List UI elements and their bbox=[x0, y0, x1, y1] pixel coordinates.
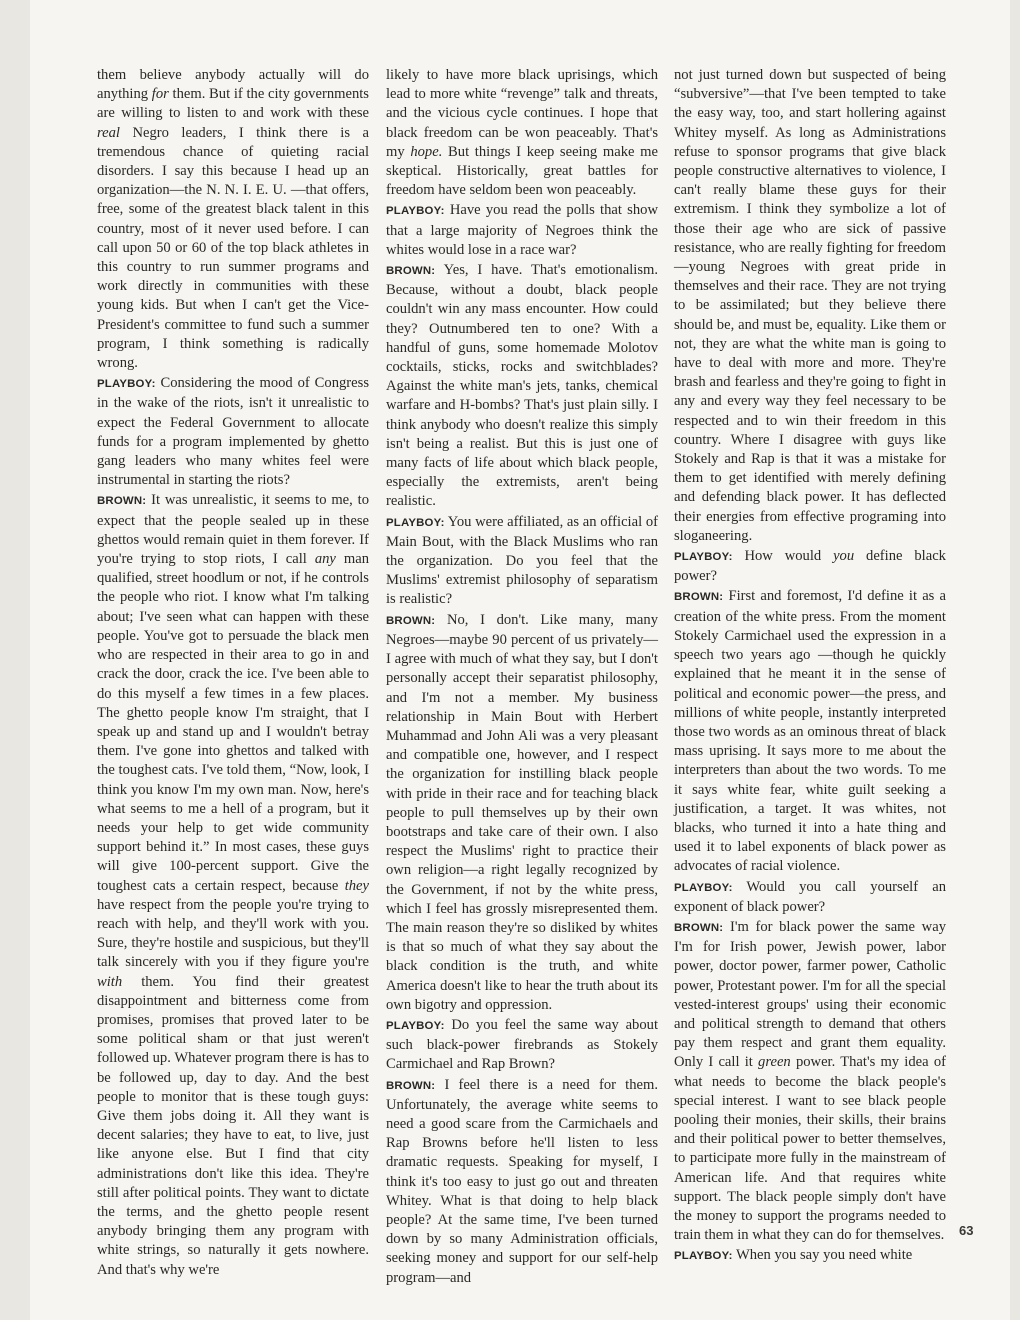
text-column-3 bbox=[674, 66, 946, 1267]
paragraph: BROWN: First and foremost, I'd define it as a creation of the white press. From the moment Stokely Carmichael used the expression in a speech two years ago —though he quickly explained that he meant it in the sense of political and economic power—the press, and millions of white people, instantly interpreted those two words as an ominous threat of black mass uprising. It says more to me about the interpreters than about the two words. To me it says white fear, white guilt seeking a justification, a target. It was whites, not blacks, who turned it into a hate thing and used it to label exponents of black power as advocates of racial violence. bbox=[674, 588, 946, 875]
speaker-label: PLAYBOY: bbox=[386, 516, 445, 529]
text-column-1 bbox=[97, 66, 369, 1280]
paragraph: PLAYBOY: How would you define black power? bbox=[674, 548, 946, 585]
speaker-label: BROWN: bbox=[674, 921, 724, 934]
speaker-label: PLAYBOY: bbox=[674, 1250, 733, 1263]
paragraph: BROWN: No, I don't. Like many, many Negroes—maybe 90 percent of us privately—I agree with much of what they say, but I don't personally accept their separatist philosophy, and I'm not a member. My business relationship in Main Bout with Herbert Muhammad and John Ali was a very pleasant and compatible one, however, and I respect the organization for instilling black people with pride in their race and for teaching black people to pull themselves up by their own bootstraps and take care of their own. I also respect the Muslims' right to practice their own religion—a right legally recognized by the Government, if not by the white press, which I feel has grossly misrepresented them. The main reason they're so disliked by whites is that so much of what they say about the black condition is the truth, and white America doesn't like to hear the truth about its own bigotry and oppression. bbox=[386, 611, 658, 1013]
paragraph: BROWN: Yes, I have. That's emotionalism. Because, without a doubt, black people couldn't win any mass encounter. How could they? Outnumbered ten to one? With a handful of guns, some homemade Molotov cocktails, sticks, rocks and switchblades? Against the white man's jets, tanks, chemical warfare and H-bombs? That's just plain silly. I think anybody who doesn't realize this simply isn't being a realist. But this is just one of many facts of life about which black people, especially the extremists, aren't being realistic. bbox=[386, 262, 658, 510]
speaker-label: BROWN: bbox=[386, 614, 436, 627]
speaker-label: PLAYBOY: bbox=[97, 378, 156, 391]
paragraph: PLAYBOY: Do you feel the same way about such black-power firebrands as Stokely Carmichael and Rap Brown? bbox=[386, 1016, 658, 1073]
magazine-page bbox=[30, 0, 1010, 1320]
paragraph: likely to have more black uprisings, which lead to more white “revenge” talk and threats, and the vicious cycle continues. I hope that black freedom can be won peaceably. That's my hope. But things I keep seeing make me skeptical. Historically, great battles for freedom have seldom been won peaceably. bbox=[386, 67, 658, 199]
paragraph: BROWN: I'm for black power the same way I'm for Irish power, Jewish power, labor power, doctor power, farmer power, Catholic power, Protestant power. I'm for all the special vested-interest groups' using their economic and political strength to demand that others pay them respect and grant them equality. Only I call it green power. That's my idea of what needs to become the black people's special interest. I want to see black people pooling their monies, their skills, their brains and their political power to better themselves, to participate more fully in the mainstream of American life. And that requires white support. The black people simply don't have the money to support the programs needed to train them in what they can do for themselves. bbox=[674, 918, 946, 1244]
speaker-label: BROWN: bbox=[386, 1079, 436, 1092]
paragraph: BROWN: I feel there is a need for them. Unfortunately, the average white seems to need a good scare from the Carmichaels and Rap Browns before he'll listen to less dramatic requests. Speaking for myself, I think it's too easy to just go out and threaten Whitey. What is that doing to help black people? At the same time, I've been turned down by so many Administration officials, seeking money and support for our self-help program—and bbox=[386, 1076, 658, 1286]
paragraph: PLAYBOY: Would you call yourself an exponent of black power? bbox=[674, 878, 946, 915]
speaker-label: BROWN: bbox=[674, 591, 724, 604]
speaker-label: BROWN: bbox=[97, 495, 147, 508]
speaker-label: BROWN: bbox=[386, 265, 436, 278]
paragraph: PLAYBOY: You were affiliated, as an official of Main Bout, with the Black Muslims who ran the organization. Do you feel that the Muslims' extremist philosophy of separatism is realistic? bbox=[386, 513, 658, 608]
paragraph: not just turned down but suspected of being “subversive”—that I've been tempted to take the easy way, too, and start hollering against Whitey myself. As long as Administrations refuse to sponsor programs that give black people constructive alternatives to violence, I can't really blame these guys for their extremism. I think they symbolize a lot of those their age who are sick of passive resistance, who are really fighting for freedom —young Negroes with great pride in themselves and their race. They are not trying to be assimilated; but they believe there should be, and must be, equality. Like them or not, they are what the white man is going to have to deal with more and more. They're brash and fearless and they're going to fight in any and every way they feel necessary to be respected and to win their freedom in this country. Where I disagree with guys like Stokely and Rap is that it was a mistake for them to get identified with merely defining and defending black power. It has deflected their energies from effective programing into sloganeering. bbox=[674, 67, 946, 544]
paragraph: PLAYBOY: Considering the mood of Congress in the wake of the riots, isn't it unrealistic to expect the Federal Government to allocate funds for a program implemented by ghetto gang leaders who many whites feel were instrumental in starting the riots? bbox=[97, 375, 369, 489]
page-number: 63 bbox=[959, 1223, 974, 1238]
speaker-label: PLAYBOY: bbox=[674, 551, 733, 564]
paragraph: them believe anybody actually will do anything for them. But if the city governments are willing to listen to and work with these real Negro leaders, I think there is a tremendous chance of quieting racial disorders. I say this because I head up an organization—the N. N. I. E. U. —that offers, free, some of the greatest black talent in this country, most of it never used before. I can call upon 50 or 60 of the top black athletes in this country to run summer programs and work directly in communities with these young kids. But when I can't get the Vice-President's committee to fund such a summer program, I think something is radically wrong. bbox=[97, 67, 369, 372]
paragraph: PLAYBOY: Have you read the polls that show that a large majority of Negroes think the whites would lose in a race war? bbox=[386, 202, 658, 258]
text-column-2 bbox=[386, 66, 658, 1288]
paragraph: PLAYBOY: When you say you need white bbox=[674, 1247, 913, 1264]
paragraph: BROWN: It was unrealistic, it seems to me, to expect that the people sealed up in these ghettos would remain quiet in them forever. If you're trying to stop riots, I call any man qualified, street hoodlum or not, if he controls the people who riot. I know what I'm talking about; I've seen what can happen with these people. You've got to persuade the black men who are respected in their area to go in and crack the door, crack the ice. I've been able to do this myself a few times in a few places. The ghetto people know I'm straight, that I speak up and stand up and I wouldn't betray them. I've gone into ghettos and talked with the toughest cats. I've told them, “Now, look, I think you know I'm my own man. Now, here's what seems to me a hell of a program, but it needs your help to get wide community support behind it.” In most cases, these guys will give 100-percent support. Give the toughest cats a certain respect, because they have respect from the people you're trying to reach with help, and they'll work with you. Sure, they're hostile and suspicious, but they'll talk sincerely with you if they figure you're with them. You find their greatest disappointment and bitterness come from promises, promises that proved later to be some political sham or that just weren't followed up. Whatever program there is has to be followed up, day to day. And the best people to monitor that is these tough guys: Give them jobs doing it. All they want is decent salaries; they have to eat, to live, just like anyone else. But I find that city administrations don't like this idea. They're still after political points. They want to dictate the terms, and the ghetto people resent anybody bringing them any program with white strings, so naturally it gets nowhere. And that's why we're bbox=[97, 492, 370, 1278]
speaker-label: PLAYBOY: bbox=[386, 205, 445, 218]
speaker-label: PLAYBOY: bbox=[674, 881, 733, 894]
speaker-label: PLAYBOY: bbox=[386, 1019, 445, 1032]
